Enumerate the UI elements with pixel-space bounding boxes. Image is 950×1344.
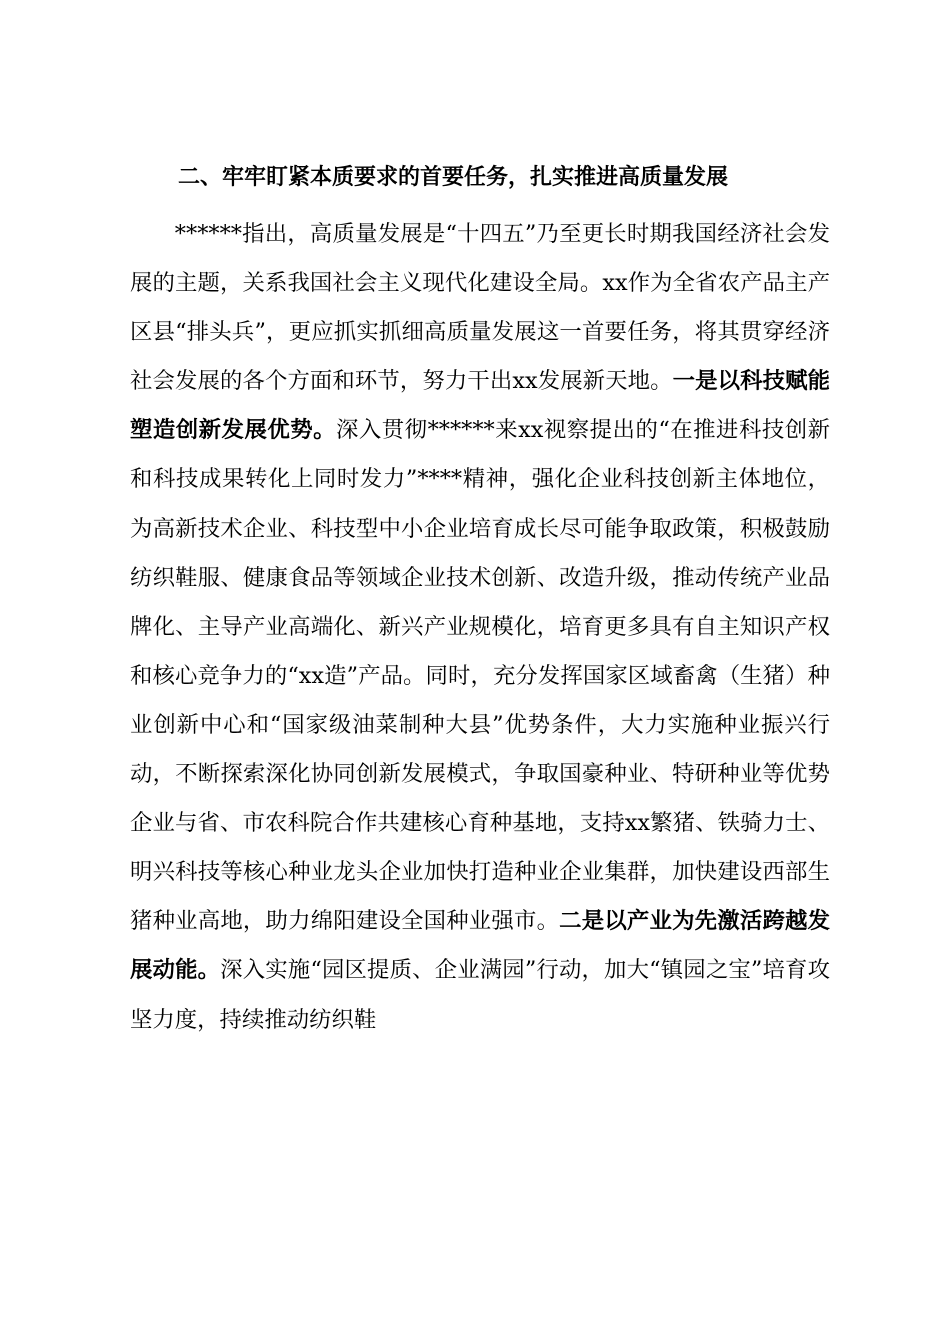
paragraph-intro: ******指出，高质量发展是“十四五”乃至更长时期我国经济社会发展的主题，关系我国社会主义现代化建设全局。xx作为全省农产品主产区县“排头兵”，更应抓实抓细高质量发展这一首要任务，将其贯穿经济社会发展的各个方面和环节，努力干出xx发展新天地。 xyxy=(130,221,830,395)
point-one-body: 深入贯彻******来xx视察提出的“在推进科技创新和科技成果转化上同时发力”****精神，强化企业科技创新主体地位，为高新技术企业、科技型中小企业培育成长尽可能争取政策，积极鼓励纺织鞋服、健康食品等领域企业技术创新、改造升级，推动传统产业品牌化、主导产业高端化、新兴产业规模化，培育更多具有自主知识产权和核心竞争力的“xx造”产品。同时，充分发挥国家区域畜禽（生猪）种业创新中心和“国家级油菜制种大县”优势条件，大力实施种业振兴行动，不断探索深化协同创新发展模式，争取国豪种业、特研种业等优势企业与省、市农科院合作共建核心育种基地，支持xx繁猪、铁骑力士、明兴科技等核心种业龙头企业加快打造种业企业集群，加快建设西部生猪种业高地，助力绵阳建设全国种业强市。 xyxy=(130,417,831,935)
body-paragraph xyxy=(130,210,830,1045)
section-heading: 二、牢牢盯紧本质要求的首要任务，扎实推进高质量发展 xyxy=(178,165,729,190)
point-two-body: 深入实施“园区提质、企业满园”行动，加大“镇园之宝”培育攻坚力度，持续推动纺织鞋 xyxy=(130,957,830,1033)
point-one-title: 一是以科技赋能塑造创新发展优势。 xyxy=(130,368,830,444)
point-two-title: 二是以产业为先激活跨越发展动能。 xyxy=(130,908,831,984)
